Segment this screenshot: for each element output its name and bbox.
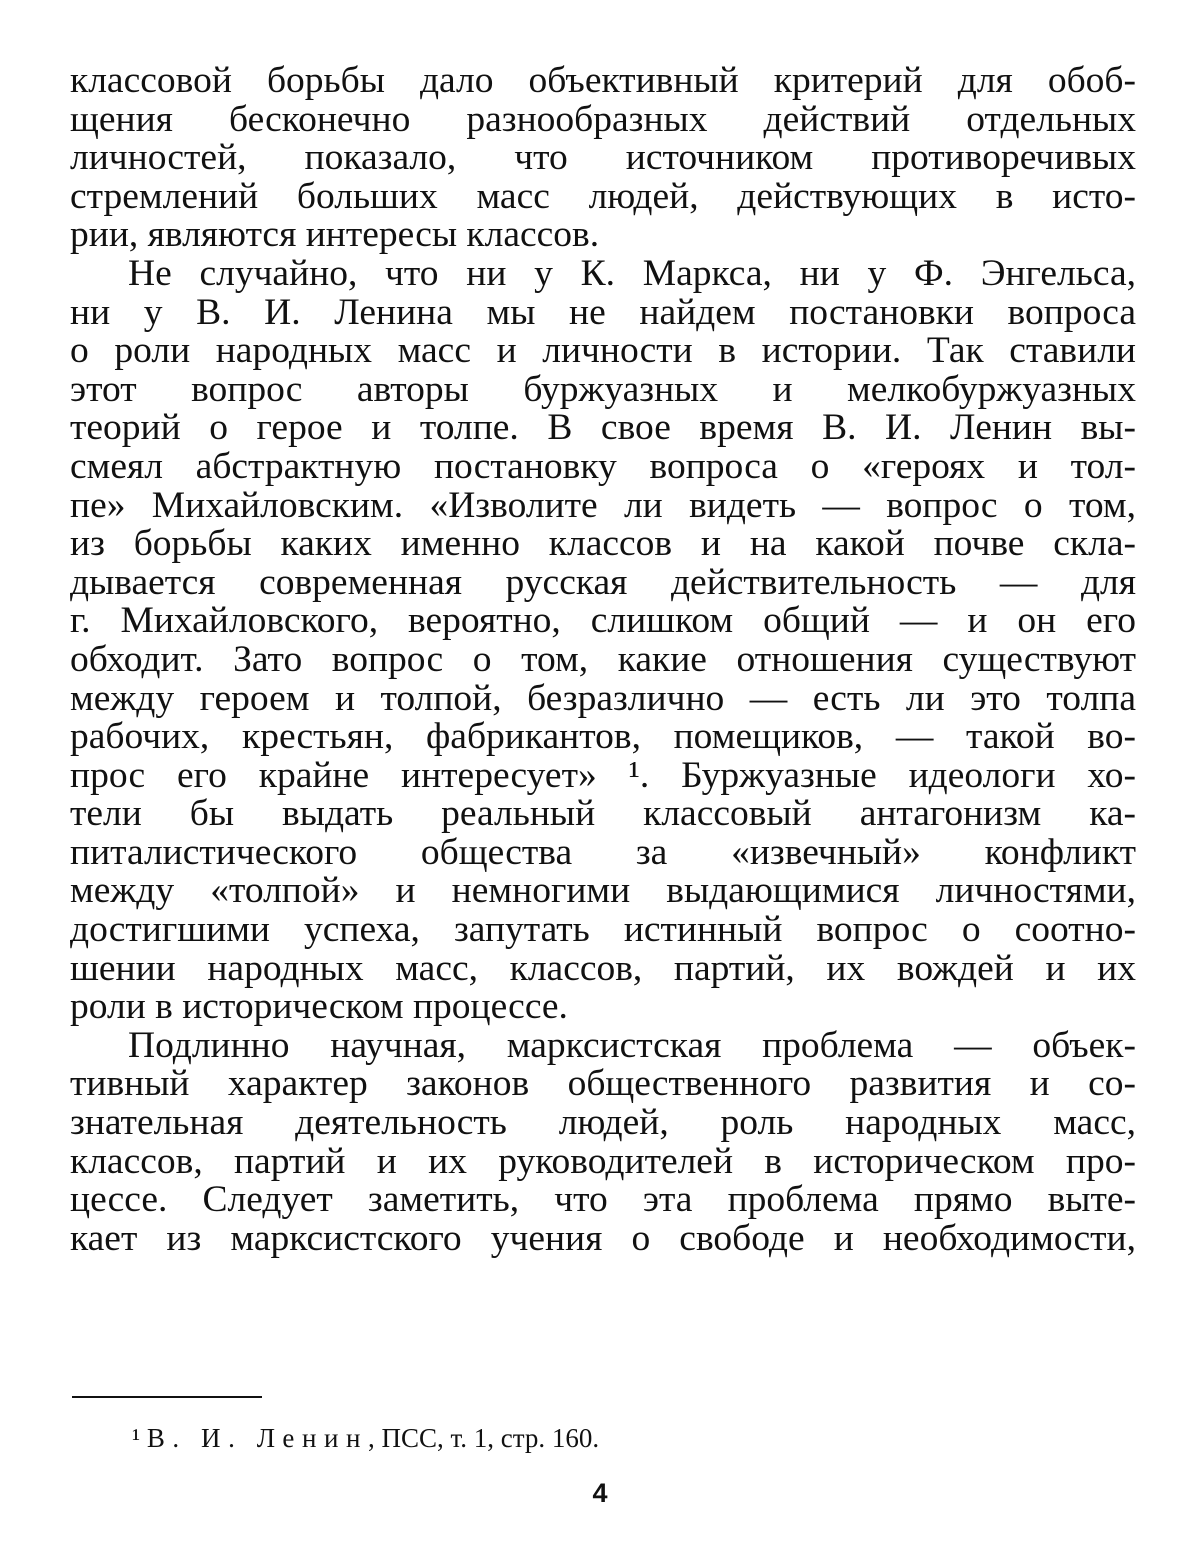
text-line: обходит. Зато вопрос о том, какие отношения существуют — [70, 640, 1136, 680]
text-line: знательная деятельность людей, роль народных масс, — [70, 1104, 1136, 1143]
text-line: тели бы выдать реальный классовый антагонизм ка- — [70, 795, 1136, 834]
footnote-divider — [72, 1396, 262, 1398]
body-text — [70, 62, 1136, 1258]
text-line: классовой борьбы дало объективный критерий для обоб- — [70, 62, 1136, 101]
text-line: рии, являются интересы классов. — [70, 216, 600, 255]
footnote — [132, 1422, 599, 1454]
text-line: щения бесконечно разнообразных действий отдельных — [70, 100, 1136, 140]
text-line: из борьбы каких именно классов и на какой почве скла- — [70, 525, 1136, 564]
text-line: о роли народных масс и личности в истории. Так ставили — [70, 332, 1136, 371]
text-line: кает из марксистского учения о свободе и необходимости, — [70, 1219, 1136, 1259]
text-line: классов, партий и их руководителей в историческом про- — [70, 1142, 1136, 1182]
text-line: между «толпой» и немногими выдающимися личностями, — [70, 872, 1136, 912]
footnote-reference: , ПСС, т. 1, стр. 160. — [368, 1423, 600, 1453]
text-line: между героем и толпой, безразлично — есть ли это толпа — [70, 679, 1136, 719]
text-line: роли в историческом процессе. — [70, 988, 568, 1027]
text-line: Не случайно, что ни у К. Маркса, ни у Ф. Энгельса, — [128, 254, 1136, 294]
text-line: стремлений больших масс людей, действующих в исто- — [70, 177, 1136, 217]
text-line: достигшими успеха, запутать истинный вопрос о соотно- — [70, 911, 1136, 950]
text-line: пе» Михайловским. «Изволите ли видеть — вопрос о том, — [70, 486, 1136, 526]
text-line: личностей, показало, что источником противоречивых — [70, 139, 1136, 178]
text-line: дывается современная русская действительность — для — [70, 563, 1136, 603]
text-line: рабочих, крестьян, фабрикантов, помещиков, — такой во- — [70, 718, 1136, 757]
text-line: теорий о герое и толпе. В свое время В. И. Ленин вы- — [70, 409, 1136, 448]
text-line: цессе. Следует заметить, что эта проблема прямо выте- — [70, 1181, 1136, 1220]
page-number: 4 — [592, 1478, 608, 1508]
text-line: Подлинно научная, марксистская проблема — объек- — [128, 1026, 1136, 1066]
text-line: прос его крайне интересует» ¹. Буржуазные идеологи хо- — [70, 756, 1136, 796]
footnote-author: В. И. Ленин — [146, 1423, 368, 1453]
text-line: шении народных масс, классов, партий, их вождей и их — [70, 949, 1136, 989]
text-line: этот вопрос авторы буржуазных и мелкобуржуазных — [70, 370, 1136, 410]
text-line: тивный характер законов общественного развития и со- — [70, 1065, 1136, 1105]
text-line: смеял абстрактную постановку вопроса о «героях и тол- — [70, 447, 1136, 487]
text-line: ни у В. И. Ленина мы не найдем постановки вопроса — [70, 293, 1136, 333]
text-line: г. Михайловского, вероятно, слишком общий — и он его — [70, 602, 1136, 641]
footnote-marker: ¹ — [132, 1423, 141, 1453]
text-line: питалистического общества за «извечный» конфликт — [70, 833, 1136, 873]
